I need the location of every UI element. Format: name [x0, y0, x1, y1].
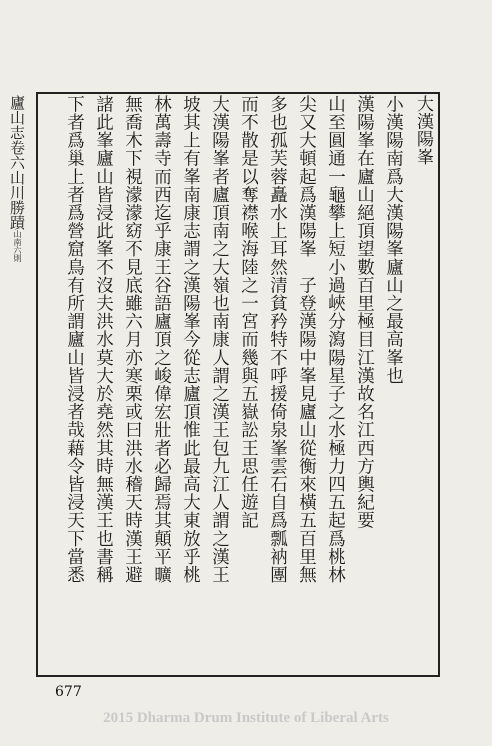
margin-subtitle: 山南六則 [13, 230, 22, 262]
text-column: 坡其上有峯南康志謂之漢陽峯今從志廬頂惟此最高大東放乎桃 [180, 95, 201, 584]
text-column: 而不散是以奪襟喉海陸之一宮而幾與五嶽訟王思任遊記 [238, 95, 259, 530]
watermark: 2015 Dharma Drum Institute of Liberal Arts [103, 710, 389, 726]
text-column: 無喬木下視濛濛窈不見底雖六月亦寒栗或曰洪水稽天時漢王避 [122, 95, 143, 584]
text-column: 大漢陽峯者廬頂南之大嶺也南康人謂之漢王包九江人謂之漢王 [209, 95, 230, 584]
book-margin-title [9, 95, 24, 262]
text-column: 漢陽峯在廬山絕頂望數百里極目江漢故名江西方輿紀要 [354, 95, 375, 530]
margin-title-text: 廬山志卷六山川勝蹟 [8, 95, 26, 230]
section-title: 大漢陽峯 [413, 95, 433, 166]
text-column: 諸此峯廬山皆浸此峯不沒夫洪水莫大於堯然其時無漢王也書稱 [93, 95, 114, 584]
text-column: 尖又大頓起爲漢陽峯 子登漢陽中峯見廬山從衡來橫五百里無 [296, 95, 317, 584]
page-number: 677 [55, 684, 82, 700]
text-column: 多也孤芙蓉矗水上耳然清貧矜特不呼援倚泉峯雲石自爲瓢衲團 [267, 95, 288, 584]
text-column: 山至圓通一龜攀上短小過峽分瀉陽星子之水極力四五起爲桃林 [325, 95, 346, 584]
text-column: 下者爲巢上者爲營窟鳥有所謂廬山皆浸者哉藉令皆浸天下當悉 [64, 95, 85, 584]
text-column: 小漢陽南爲大漢陽峯廬山之最高峯也 [383, 95, 404, 385]
text-column: 林萬壽寺而西迄乎康王谷語廬頂之峻偉宏壯者必歸焉其顛平曠 [151, 95, 172, 584]
